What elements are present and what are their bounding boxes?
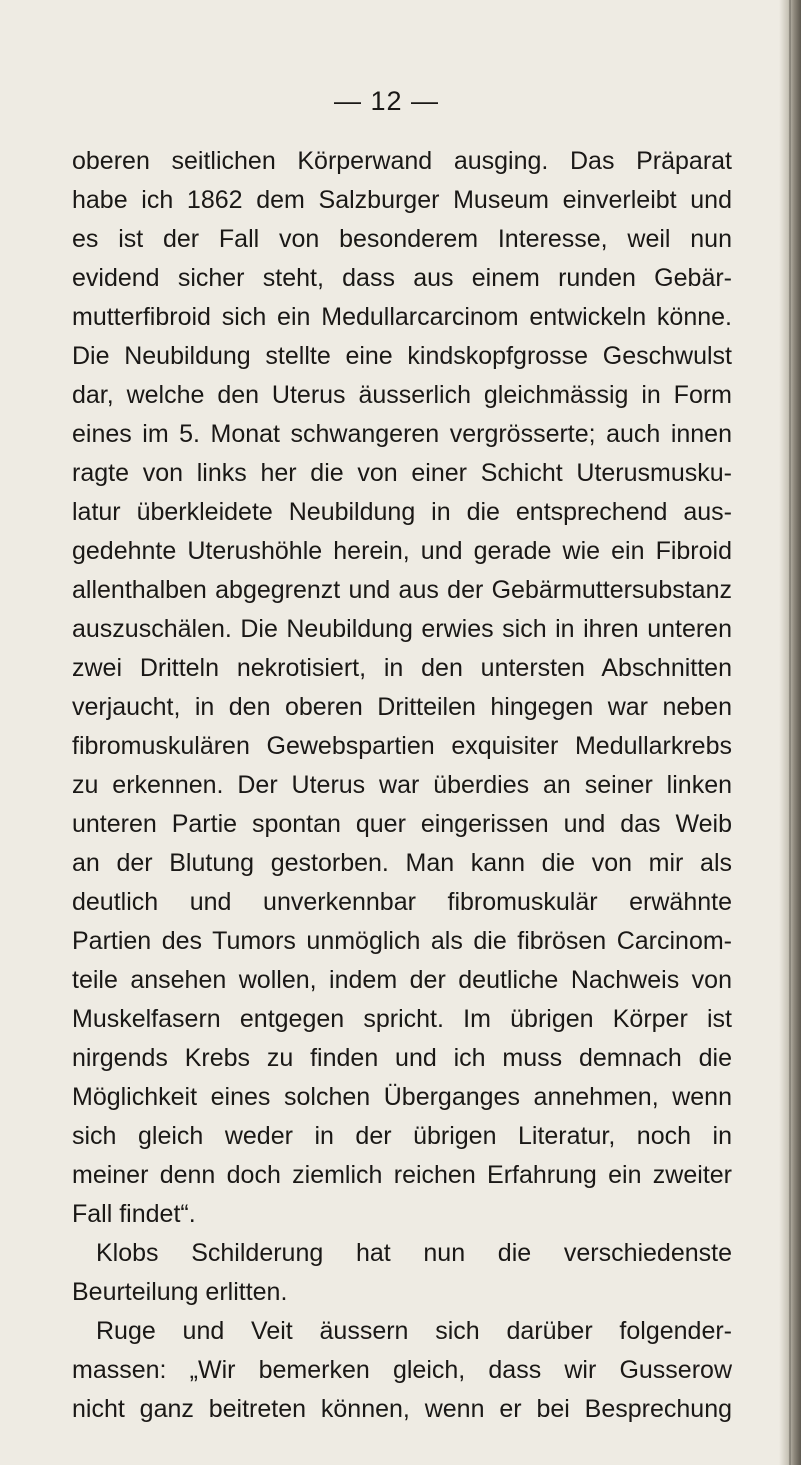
body-text [72, 142, 732, 1429]
text-line: Beurteilung erlitten. [72, 1278, 288, 1306]
text-line: Möglichkeit eines solchen Überganges annehmen, wenn [72, 1083, 732, 1111]
text-line: zu erkennen. Der Uterus war überdies an seiner linken [72, 771, 732, 799]
text-line: es ist der Fall von besonderem Interesse, weil nun [72, 225, 732, 253]
text-line: Partien des Tumors unmöglich als die fibrösen Carcinom- [72, 927, 732, 955]
text-line: oberen seitlichen Körperwand ausging. Das Präparat [72, 147, 732, 175]
text-line: teile ansehen wollen, indem der deutliche Nachweis von [72, 966, 732, 994]
text-line: meiner denn doch ziemlich reichen Erfahrung ein zweiter [72, 1161, 732, 1189]
text-line: auszuschälen. Die Neubildung erwies sich in ihren unteren [72, 615, 732, 643]
page-number: — 12 — [333, 86, 440, 116]
text-line: dar, welche den Uterus äusserlich gleichmässig in Form [72, 381, 732, 409]
text-line: Muskelfasern entgegen spricht. Im übrigen Körper ist [72, 1005, 732, 1033]
text-line: Ruge und Veit äussern sich darüber folgender- [96, 1317, 732, 1345]
text-line: fibromuskulären Gewebspartien exquisiter Medullarkrebs [72, 732, 732, 760]
text-line: sich gleich weder in der übrigen Literatur, noch in [72, 1122, 732, 1150]
text-line: eines im 5. Monat schwangeren vergrösserte; auch innen [72, 420, 732, 448]
text-line: habe ich 1862 dem Salzburger Museum einverleibt und [72, 186, 732, 214]
text-line: unteren Partie spontan quer eingerissen und das Weib [72, 810, 732, 838]
text-line: ragte von links her die von einer Schicht Uterusmusku- [72, 459, 732, 487]
text-line: Fall findet“. [72, 1200, 196, 1228]
text-line: Die Neubildung stellte eine kindskopfgrosse Geschwulst [72, 342, 732, 370]
page-edge-line [789, 0, 791, 1465]
text-line: gedehnte Uterushöhle herein, und gerade wie ein Fibroid [72, 537, 732, 565]
text-line: evidend sicher steht, dass aus einem runden Gebär- [72, 264, 732, 292]
text-line: deutlich und unverkennbar fibromuskulär erwähnte [72, 888, 732, 916]
text-line: verjaucht, in den oberen Dritteilen hingegen war neben [72, 693, 732, 721]
text-line: zwei Dritteln nekrotisiert, in den untersten Abschnitten [72, 654, 732, 682]
text-line: mutterfibroid sich ein Medullarcarcinom entwickeln könne. [72, 303, 732, 331]
text-line: allenthalben abgegrenzt und aus der Gebärmuttersubstanz [72, 576, 732, 604]
text-line: massen: „Wir bemerken gleich, dass wir Gusserow [72, 1356, 732, 1384]
text-line: nirgends Krebs zu finden und ich muss demnach die [72, 1044, 732, 1072]
text-line: Klobs Schilderung hat nun die verschiedenste [96, 1239, 732, 1267]
text-line: an der Blutung gestorben. Man kann die von mir als [72, 849, 732, 877]
text-line: latur überkleidete Neubildung in die entsprechend aus- [72, 498, 732, 526]
text-line: nicht ganz beitreten können, wenn er bei Besprechung [72, 1395, 732, 1423]
